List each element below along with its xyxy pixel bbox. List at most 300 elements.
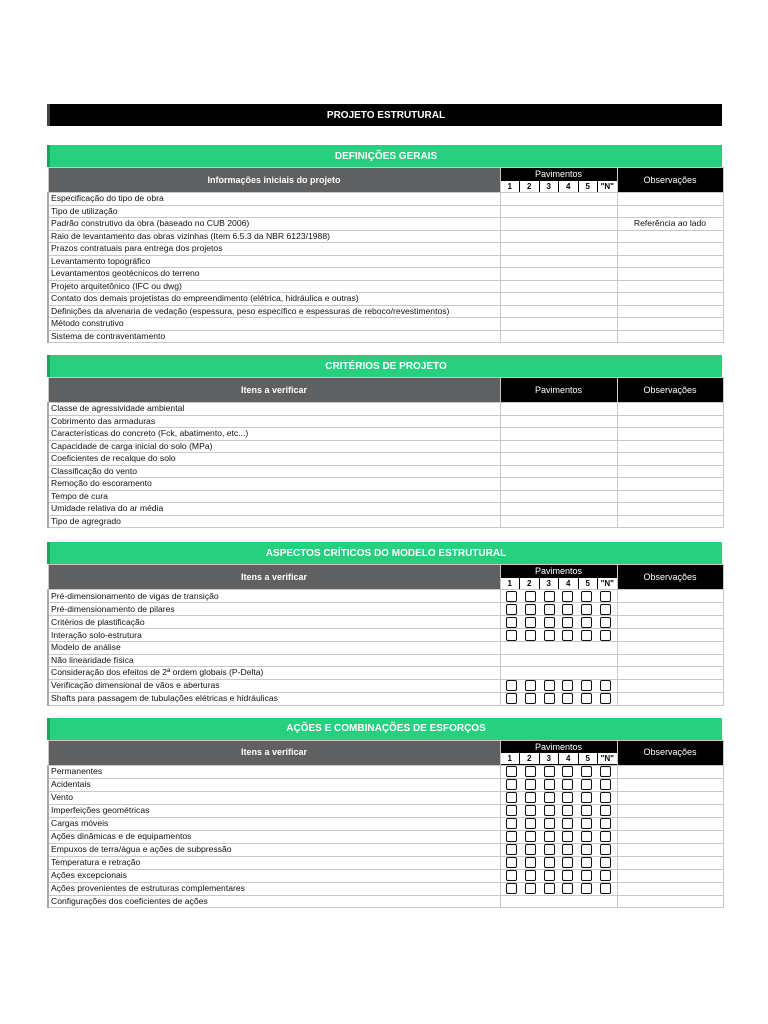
checkbox-group <box>501 870 617 882</box>
item-label: Tipo de agregrado <box>48 515 500 528</box>
checkbox[interactable] <box>562 779 573 790</box>
observacao-cell[interactable] <box>617 778 723 791</box>
pavimento-number: 5 <box>579 753 599 764</box>
pavimentos-cell <box>500 869 617 882</box>
observacoes-header: Observações <box>617 168 723 193</box>
checkbox-group <box>501 779 617 791</box>
checkbox[interactable] <box>506 883 517 894</box>
pavimentos-header <box>500 378 617 403</box>
checkbox[interactable] <box>562 844 573 855</box>
item-header: Itens a verificar <box>48 378 500 403</box>
item-label: Critérios de plastificação <box>48 616 500 629</box>
pavimento-number: 1 <box>501 181 521 192</box>
pavimentos-label: Pavimentos <box>534 169 583 179</box>
pavimentos-cell[interactable] <box>500 230 617 243</box>
observacao-cell[interactable] <box>617 882 723 895</box>
item-label: Permanentes <box>48 765 500 778</box>
pavimento-number: 4 <box>559 181 579 192</box>
pavimento-number: 1 <box>501 753 521 764</box>
checkbox[interactable] <box>506 831 517 842</box>
item-label: Tempo de cura <box>48 490 500 503</box>
observacao-cell[interactable] <box>617 403 723 416</box>
checkbox[interactable] <box>581 779 592 790</box>
section-0 <box>47 145 722 343</box>
checkbox[interactable] <box>506 792 517 803</box>
pavimento-number: 3 <box>540 578 560 589</box>
checkbox[interactable] <box>525 779 536 790</box>
table-row <box>48 895 723 908</box>
table-row <box>48 490 723 503</box>
table-row <box>48 243 723 256</box>
observacao-cell[interactable] <box>617 440 723 453</box>
checkbox[interactable] <box>600 779 611 790</box>
observacao-cell[interactable] <box>617 415 723 428</box>
checkbox[interactable] <box>544 857 555 868</box>
observacao-cell[interactable] <box>617 590 723 603</box>
pavimentos-cell[interactable] <box>500 330 617 343</box>
pavimentos-cell <box>500 856 617 869</box>
observacao-cell[interactable] <box>617 230 723 243</box>
checkbox[interactable] <box>506 818 517 829</box>
section-2 <box>47 542 722 706</box>
checkbox[interactable] <box>525 766 536 777</box>
observacoes-header: Observações <box>617 565 723 590</box>
pavimentos-header <box>500 168 617 193</box>
table-row <box>48 629 723 642</box>
table-row <box>48 280 723 293</box>
pavimentos-cell <box>500 830 617 843</box>
checkbox[interactable] <box>600 630 611 641</box>
checkbox[interactable] <box>581 680 592 691</box>
checkbox[interactable] <box>562 766 573 777</box>
pavimentos-cell[interactable] <box>500 440 617 453</box>
section-3 <box>47 718 722 909</box>
pavimentos-cell[interactable] <box>500 654 617 667</box>
pavimentos-cell[interactable] <box>500 293 617 306</box>
checkbox[interactable] <box>544 805 555 816</box>
observacao-cell[interactable]: Referência ao lado <box>617 218 723 231</box>
checkbox[interactable] <box>581 844 592 855</box>
sections-container <box>47 145 722 908</box>
checkbox-group <box>501 805 617 817</box>
table-row <box>48 478 723 491</box>
table-row <box>48 403 723 416</box>
item-label: Ações excepcionais <box>48 869 500 882</box>
observacao-cell[interactable] <box>617 255 723 268</box>
observacao-cell[interactable] <box>617 205 723 218</box>
pavimentos-cell <box>500 679 617 692</box>
table-row <box>48 305 723 318</box>
checkbox[interactable] <box>600 591 611 602</box>
pavimentos-cell <box>500 590 617 603</box>
checkbox[interactable] <box>544 630 555 641</box>
checkbox[interactable] <box>506 630 517 641</box>
checkbox[interactable] <box>525 630 536 641</box>
pavimentos-cell[interactable] <box>500 895 617 908</box>
observacao-cell[interactable] <box>617 428 723 441</box>
observacao-cell[interactable] <box>617 515 723 528</box>
checkbox[interactable] <box>544 844 555 855</box>
checkbox[interactable] <box>562 680 573 691</box>
checkbox[interactable] <box>600 680 611 691</box>
table-row <box>48 791 723 804</box>
pavimentos-cell[interactable] <box>500 453 617 466</box>
checkbox[interactable] <box>562 792 573 803</box>
observacao-cell[interactable] <box>617 293 723 306</box>
table-row <box>48 453 723 466</box>
observacao-cell[interactable] <box>617 330 723 343</box>
table-row <box>48 856 723 869</box>
pavimentos-cell[interactable] <box>500 305 617 318</box>
checkbox[interactable] <box>525 883 536 894</box>
checkbox[interactable] <box>506 680 517 691</box>
checkbox-group <box>501 831 617 843</box>
observacao-cell[interactable] <box>617 318 723 331</box>
item-label: Levantamento topográfico <box>48 255 500 268</box>
table-row <box>48 465 723 478</box>
checkbox[interactable] <box>506 617 517 628</box>
pavimentos-cell[interactable] <box>500 268 617 281</box>
item-label: Sistema de contraventamento <box>48 330 500 343</box>
item-label: Interação solo-estrutura <box>48 629 500 642</box>
checkbox[interactable] <box>562 870 573 881</box>
checkbox[interactable] <box>544 591 555 602</box>
checkbox[interactable] <box>581 870 592 881</box>
item-label: Características do concreto (Fck, abatimento, etc...) <box>48 428 500 441</box>
checkbox-group <box>501 603 617 615</box>
pavimentos-cell[interactable] <box>500 415 617 428</box>
table-row <box>48 692 723 705</box>
table-row <box>48 830 723 843</box>
pavimento-number: 2 <box>520 578 540 589</box>
table-row <box>48 765 723 778</box>
item-label: Umidade relativa do ar média <box>48 503 500 516</box>
checkbox[interactable] <box>525 693 536 704</box>
table-row <box>48 603 723 616</box>
observacao-cell[interactable] <box>617 667 723 680</box>
checkbox[interactable] <box>600 831 611 842</box>
checkbox-group <box>501 693 617 705</box>
checkbox[interactable] <box>600 818 611 829</box>
pavimentos-cell <box>500 603 617 616</box>
checkbox-group <box>501 629 617 641</box>
pavimentos-cell[interactable] <box>500 465 617 478</box>
checkbox[interactable] <box>525 805 536 816</box>
item-label: Imperfeições geométricas <box>48 804 500 817</box>
checkbox[interactable] <box>544 779 555 790</box>
checkbox[interactable] <box>544 680 555 691</box>
checkbox[interactable] <box>544 792 555 803</box>
checkbox[interactable] <box>600 766 611 777</box>
item-label: Empuxos de terra/água e ações de subpressão <box>48 843 500 856</box>
checkbox-group <box>501 857 617 869</box>
item-label: Modelo de análise <box>48 642 500 655</box>
checkbox[interactable] <box>544 766 555 777</box>
section-table <box>47 740 724 909</box>
table-row <box>48 778 723 791</box>
section-1 <box>47 355 722 528</box>
checkbox[interactable] <box>600 617 611 628</box>
table-row <box>48 817 723 830</box>
checkbox[interactable] <box>600 857 611 868</box>
observacao-cell[interactable] <box>617 642 723 655</box>
item-label: Consideração dos efeitos de 2ª ordem globais (P-Delta) <box>48 667 500 680</box>
observacao-cell[interactable] <box>617 791 723 804</box>
checkbox[interactable] <box>562 857 573 868</box>
checkbox[interactable] <box>506 844 517 855</box>
pavimentos-cell[interactable] <box>500 667 617 680</box>
checkbox[interactable] <box>562 604 573 615</box>
checkbox[interactable] <box>544 883 555 894</box>
checkbox[interactable] <box>562 630 573 641</box>
observacao-cell[interactable] <box>617 804 723 817</box>
observacao-cell[interactable] <box>617 895 723 908</box>
pavimentos-header <box>500 565 617 590</box>
pavimentos-cell <box>500 882 617 895</box>
pavimento-number: 4 <box>559 753 579 764</box>
table-row <box>48 318 723 331</box>
checkbox[interactable] <box>562 805 573 816</box>
checkbox[interactable] <box>562 831 573 842</box>
checkbox[interactable] <box>525 818 536 829</box>
observacao-cell[interactable] <box>617 268 723 281</box>
checkbox[interactable] <box>506 779 517 790</box>
item-label: Prazos contratuais para entrega dos projetos <box>48 243 500 256</box>
pavimentos-cell[interactable] <box>500 280 617 293</box>
item-label: Verificação dimensional de vãos e aberturas <box>48 679 500 692</box>
pavimento-number: 3 <box>540 181 560 192</box>
checkbox[interactable] <box>525 617 536 628</box>
item-label: Raio de levantamento das obras vizinhas (Item 6.5.3 da NBR 6123/1988) <box>48 230 500 243</box>
main-title: PROJETO ESTRUTURAL <box>47 104 722 126</box>
pavimentos-label: Pavimentos <box>534 384 583 395</box>
checkbox[interactable] <box>544 693 555 704</box>
observacao-cell[interactable] <box>617 243 723 256</box>
checkbox[interactable] <box>600 604 611 615</box>
checkbox[interactable] <box>506 591 517 602</box>
item-label: Shafts para passagem de tubulações elétricas e hidráulicas <box>48 692 500 705</box>
table-row <box>48 428 723 441</box>
pavimentos-cell <box>500 692 617 705</box>
pavimentos-cell[interactable] <box>500 490 617 503</box>
observacao-cell[interactable] <box>617 478 723 491</box>
checkbox[interactable] <box>506 870 517 881</box>
section-table <box>47 167 724 343</box>
pavimentos-cell[interactable] <box>500 515 617 528</box>
pavimentos-cell[interactable] <box>500 428 617 441</box>
checkbox[interactable] <box>581 818 592 829</box>
pavimento-number: "N" <box>598 578 617 589</box>
pavimentos-cell[interactable] <box>500 243 617 256</box>
observacao-cell[interactable] <box>617 490 723 503</box>
item-label: Método construtivo <box>48 318 500 331</box>
checkbox-group <box>501 792 617 804</box>
table-row <box>48 205 723 218</box>
checklist-sheet <box>47 104 722 908</box>
checkbox-group <box>501 766 617 778</box>
table-row <box>48 804 723 817</box>
checkbox[interactable] <box>581 831 592 842</box>
checkbox[interactable] <box>525 870 536 881</box>
item-header: Itens a verificar <box>48 740 500 765</box>
pavimentos-cell <box>500 616 617 629</box>
checkbox[interactable] <box>525 591 536 602</box>
checkbox[interactable] <box>581 617 592 628</box>
observacao-cell[interactable] <box>617 629 723 642</box>
checkbox[interactable] <box>544 818 555 829</box>
table-row <box>48 293 723 306</box>
table-row <box>48 193 723 206</box>
item-label: Classe de agressividade ambiental <box>48 403 500 416</box>
item-label: Projeto arquitetônico (IFC ou dwg) <box>48 280 500 293</box>
checkbox[interactable] <box>600 883 611 894</box>
checkbox[interactable] <box>562 883 573 894</box>
pavimento-number: 4 <box>559 578 579 589</box>
item-label: Pré-dimensionamento de pilares <box>48 603 500 616</box>
checkbox[interactable] <box>544 870 555 881</box>
observacao-cell[interactable] <box>617 869 723 882</box>
pavimentos-cell[interactable] <box>500 193 617 206</box>
item-label: Temperatura e retração <box>48 856 500 869</box>
item-label: Não linearidade física <box>48 654 500 667</box>
pavimento-number: 1 <box>501 578 521 589</box>
checkbox[interactable] <box>544 617 555 628</box>
item-label: Levantamentos geotécnicos do terreno <box>48 268 500 281</box>
checkbox[interactable] <box>581 630 592 641</box>
checkbox[interactable] <box>525 604 536 615</box>
checkbox[interactable] <box>581 591 592 602</box>
checkbox[interactable] <box>581 857 592 868</box>
checkbox[interactable] <box>581 805 592 816</box>
table-row <box>48 667 723 680</box>
pavimentos-label: Pavimentos <box>534 566 583 576</box>
table-row <box>48 415 723 428</box>
pavimento-numbers <box>501 753 617 764</box>
observacao-cell[interactable] <box>617 856 723 869</box>
pavimento-number: 5 <box>579 578 599 589</box>
checkbox[interactable] <box>581 693 592 704</box>
item-label: Ações dinâmicas e de equipamentos <box>48 830 500 843</box>
checkbox[interactable] <box>506 805 517 816</box>
checkbox[interactable] <box>581 792 592 803</box>
checkbox[interactable] <box>506 766 517 777</box>
pavimentos-cell[interactable] <box>500 218 617 231</box>
pavimento-number: 5 <box>579 181 599 192</box>
observacao-cell[interactable] <box>617 616 723 629</box>
checkbox[interactable] <box>562 617 573 628</box>
table-row <box>48 882 723 895</box>
pavimentos-cell <box>500 791 617 804</box>
section-title: ASPECTOS CRÍTICOS DO MODELO ESTRUTURAL <box>47 542 722 564</box>
pavimentos-cell <box>500 817 617 830</box>
item-label: Especificação do tipo de obra <box>48 193 500 206</box>
pavimento-number: 2 <box>520 753 540 764</box>
observacao-cell[interactable] <box>617 679 723 692</box>
table-row <box>48 590 723 603</box>
checkbox[interactable] <box>525 831 536 842</box>
checkbox[interactable] <box>544 831 555 842</box>
table-row <box>48 230 723 243</box>
pavimentos-cell[interactable] <box>500 318 617 331</box>
checkbox-group <box>501 818 617 830</box>
table-row <box>48 218 723 231</box>
checkbox[interactable] <box>562 591 573 602</box>
pavimentos-label: Pavimentos <box>534 741 583 752</box>
checkbox[interactable] <box>525 792 536 803</box>
observacao-cell[interactable] <box>617 830 723 843</box>
checkbox[interactable] <box>506 693 517 704</box>
checkbox[interactable] <box>506 857 517 868</box>
observacao-cell[interactable] <box>617 193 723 206</box>
item-label: Contato dos demais projetistas do empreendimento (elétrica, hidráulica e outras) <box>48 293 500 306</box>
pavimentos-cell[interactable] <box>500 642 617 655</box>
checkbox[interactable] <box>581 883 592 894</box>
item-label: Configurações dos coeficientes de ações <box>48 895 500 908</box>
observacao-cell[interactable] <box>617 817 723 830</box>
observacao-cell[interactable] <box>617 654 723 667</box>
checkbox[interactable] <box>562 818 573 829</box>
item-label: Cobrimento das armaduras <box>48 415 500 428</box>
observacao-cell[interactable] <box>617 280 723 293</box>
table-row <box>48 330 723 343</box>
table-row <box>48 515 723 528</box>
checkbox[interactable] <box>600 844 611 855</box>
pavimento-number: "N" <box>598 181 617 192</box>
observacao-cell[interactable] <box>617 305 723 318</box>
observacao-cell[interactable] <box>617 503 723 516</box>
pavimentos-cell[interactable] <box>500 503 617 516</box>
pavimentos-cell[interactable] <box>500 403 617 416</box>
pavimento-numbers <box>501 181 617 192</box>
checkbox[interactable] <box>600 870 611 881</box>
observacao-cell[interactable] <box>617 603 723 616</box>
observacoes-header: Observações <box>617 740 723 765</box>
checkbox[interactable] <box>525 844 536 855</box>
observacao-cell[interactable] <box>617 465 723 478</box>
observacao-cell[interactable] <box>617 843 723 856</box>
checkbox-group <box>501 883 617 895</box>
item-label: Cargas móveis <box>48 817 500 830</box>
pavimentos-cell[interactable] <box>500 478 617 491</box>
observacao-cell[interactable] <box>617 453 723 466</box>
checkbox[interactable] <box>600 693 611 704</box>
item-label: Tipo de utilização <box>48 205 500 218</box>
item-label: Vento <box>48 791 500 804</box>
pavimentos-cell[interactable] <box>500 255 617 268</box>
pavimentos-cell[interactable] <box>500 205 617 218</box>
checkbox[interactable] <box>600 805 611 816</box>
observacao-cell[interactable] <box>617 692 723 705</box>
section-title: CRITÉRIOS DE PROJETO <box>47 355 722 377</box>
table-row <box>48 654 723 667</box>
item-label: Definições da alvenaria de vedação (espessura, peso específico e espessuras de reboco/revestimentos) <box>48 305 500 318</box>
checkbox[interactable] <box>562 693 573 704</box>
checkbox[interactable] <box>600 792 611 803</box>
checkbox-group <box>501 590 617 602</box>
table-row <box>48 642 723 655</box>
checkbox[interactable] <box>525 680 536 691</box>
checkbox[interactable] <box>581 604 592 615</box>
checkbox[interactable] <box>525 857 536 868</box>
section-title: AÇÕES E COMBINAÇÕES DE ESFORÇOS <box>47 718 722 740</box>
section-title: DEFINIÇÕES GERAIS <box>47 145 722 167</box>
pavimentos-cell <box>500 629 617 642</box>
observacao-cell[interactable] <box>617 765 723 778</box>
checkbox[interactable] <box>506 604 517 615</box>
item-header: Itens a verificar <box>48 565 500 590</box>
checkbox[interactable] <box>544 604 555 615</box>
checkbox[interactable] <box>581 766 592 777</box>
